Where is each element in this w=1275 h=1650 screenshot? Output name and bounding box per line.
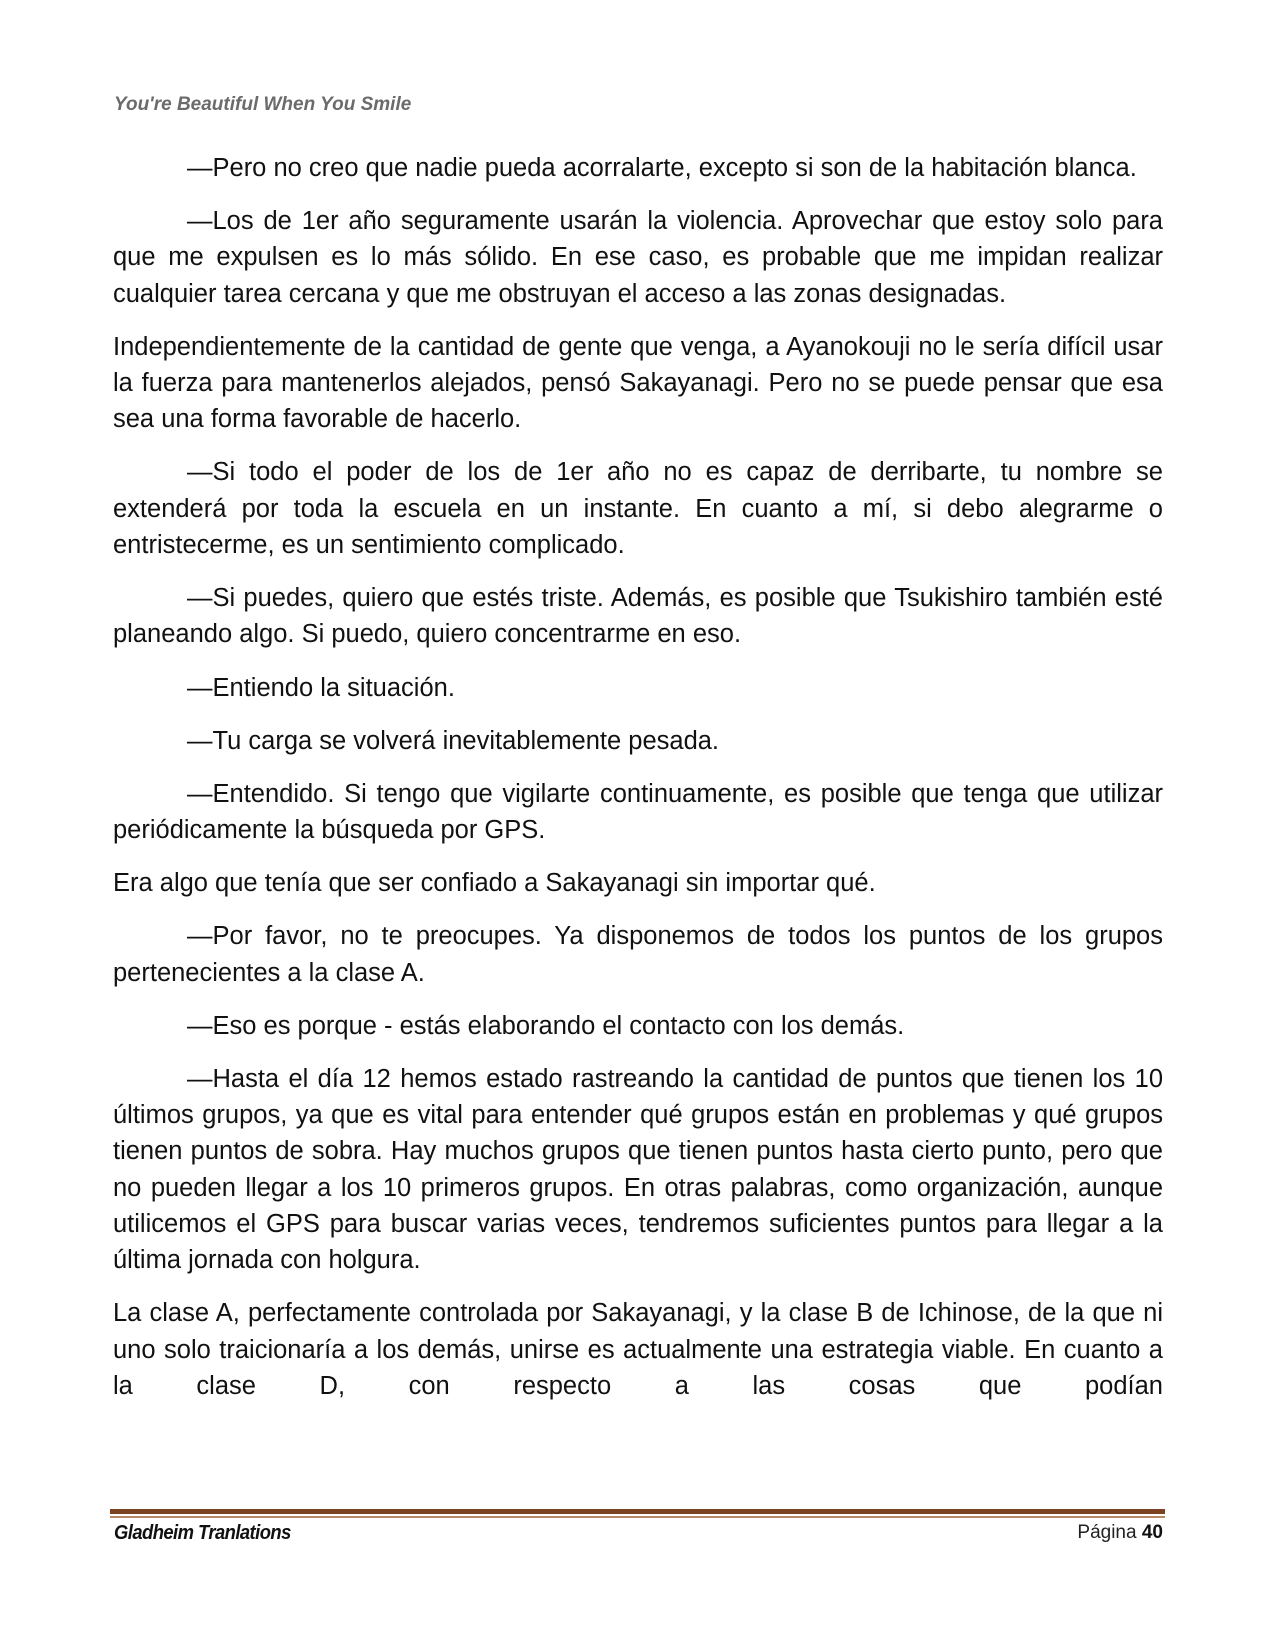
page-number: 40	[1141, 1522, 1163, 1543]
page-label: Página	[1077, 1522, 1137, 1543]
running-header-title: You're Beautiful When You Smile	[114, 94, 412, 115]
footer-rule-thick	[110, 1509, 1165, 1514]
paragraph: —Los de 1er año seguramente usarán la violencia. Aprovechar que estoy solo para que me expulsen es lo más sólido. En ese caso, es probable que me impidan realizar cualquier tarea cercana y que me obstruyan el acceso a las zonas designadas.	[113, 207, 1163, 308]
body-text	[113, 150, 1163, 1421]
paragraph: —Por favor, no te preocupes. Ya disponemos de todos los puntos de los grupos pertenecientes a la clase A.	[113, 922, 1163, 987]
paragraph: —Entendido. Si tengo que vigilarte continuamente, es posible que tenga que utilizar periódicamente la búsqueda por GPS.	[113, 779, 1163, 845]
paragraph: Era algo que tenía que ser confiado a Sakayanagi sin importar qué.	[113, 869, 876, 898]
paragraph: —Si todo el poder de los de 1er año no es capaz de derribarte, tu nombre se extenderá por toda la escuela en un instante. En cuanto a mí, si debo alegrarme o entristecerme, es un sentimiento complicado.	[113, 458, 1163, 560]
paragraph: —Eso es porque - estás elaborando el contacto con los demás.	[187, 1011, 905, 1040]
paragraph: —Tu carga se volverá inevitablemente pesada.	[187, 726, 720, 755]
paragraph: La clase A, perfectamente controlada por Sakayanagi, y la clase B de Ichinose, de la que ni uno solo traicionaría a los demás, unirse es actualmente una estrategia viable. En cuanto a la clase D, con respecto a las cosas que podían	[113, 1299, 1163, 1400]
paragraph: Independientemente de la cantidad de gente que venga, a Ayanokouji no le sería difícil usar la fuerza para mantenerlos alejados, pensó Sakayanagi. Pero no se puede pensar que esa sea una forma favorable de hacerlo.	[113, 332, 1163, 434]
paragraph: —Hasta el día 12 hemos estado rastreando la cantidad de puntos que tienen los 10 últimos grupos, ya que es vital para entender qué grupos están en problemas y qué grupos tienen puntos de sobra. Hay muchos grupos que tienen puntos hasta cierto punto, pero que no pueden llegar a los 10 primeros grupos. En otras palabras, como organización, aunque utilicemos el GPS para buscar varias veces, tendremos suficientes puntos para llegar a la última jornada con holgura.	[113, 1064, 1163, 1275]
paragraph: —Si puedes, quiero que estés triste. Además, es posible que Tsukishiro también esté planeando algo. Si puedo, quiero concentrarme en eso.	[113, 584, 1163, 649]
paragraph: —Entiendo la situación.	[187, 673, 455, 702]
footer-publisher: Gladheim Tranlations	[114, 1522, 291, 1544]
footer-page-number	[1077, 1522, 1163, 1544]
footer-rule-thin	[110, 1516, 1165, 1518]
paragraph: —Pero no creo que nadie pueda acorralarte, excepto si son de la habitación blanca.	[187, 154, 1137, 182]
